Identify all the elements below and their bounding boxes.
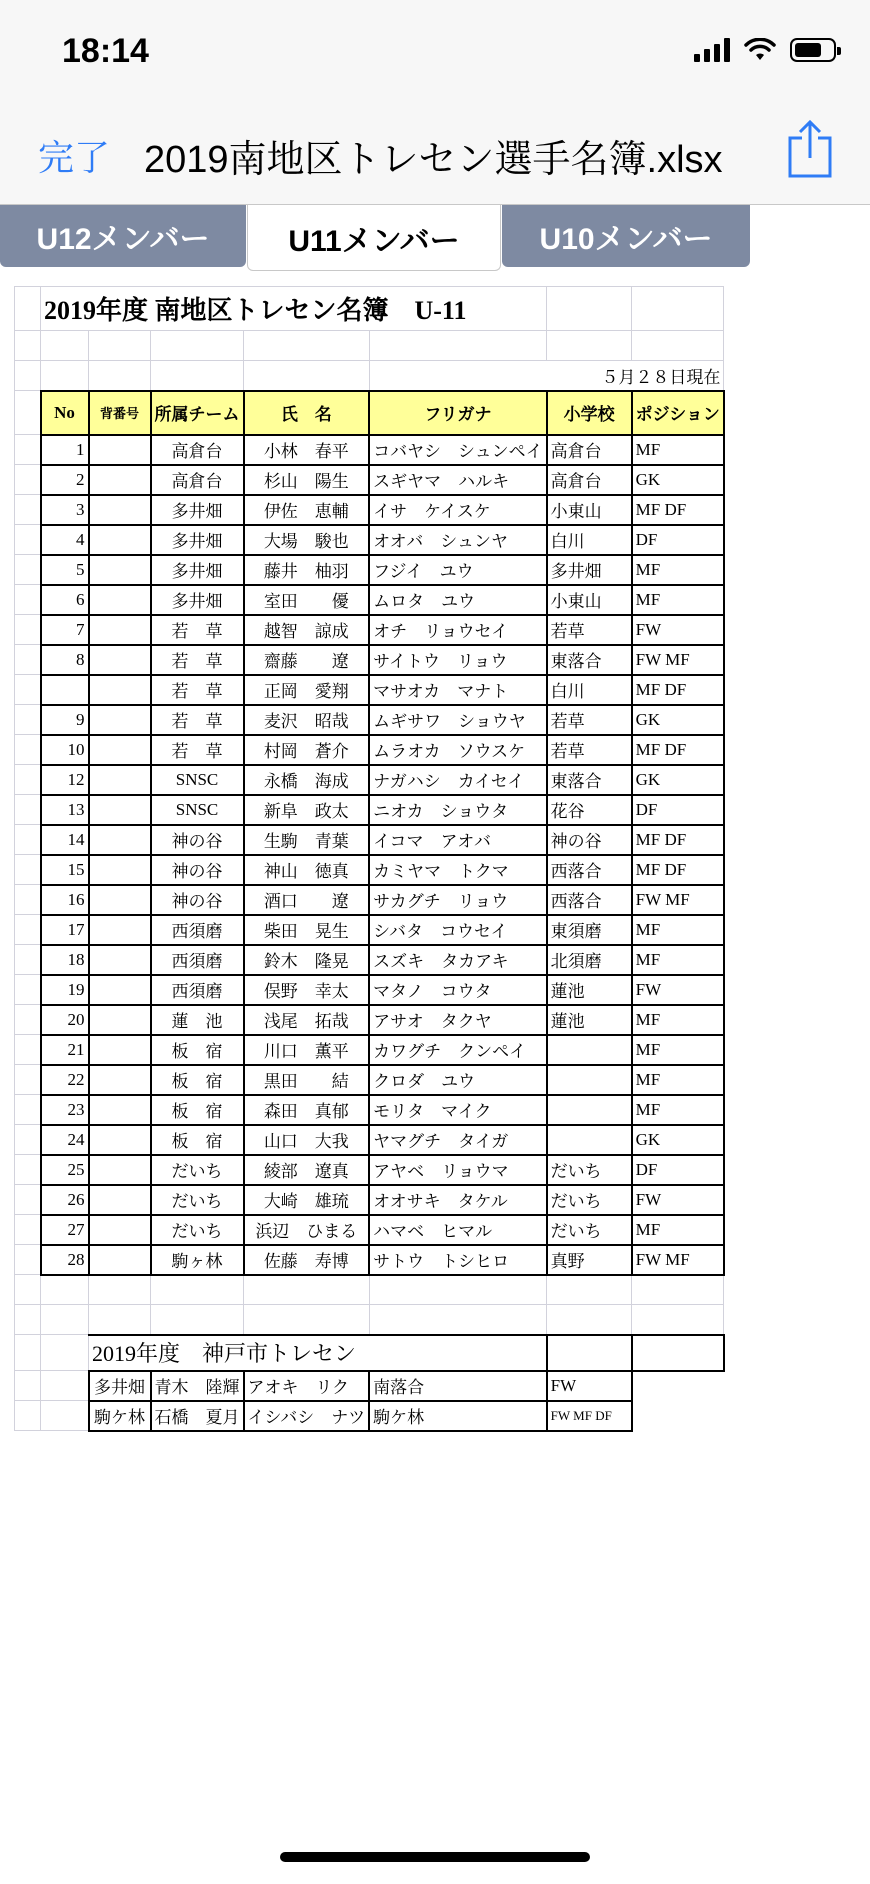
table-cell[interactable]: シバタ コウセイ xyxy=(369,915,547,945)
table-cell[interactable]: 駒ヶ林 xyxy=(151,1245,244,1275)
table-cell[interactable] xyxy=(89,1215,151,1245)
header-name[interactable]: 氏 名 xyxy=(244,391,370,435)
table-cell[interactable]: FW MF DF xyxy=(547,1401,632,1431)
empty-row xyxy=(15,1275,724,1305)
table-cell[interactable]: MF DF xyxy=(632,735,724,765)
table-cell[interactable]: アヤベ リョウマ xyxy=(369,1155,547,1185)
table-cell[interactable] xyxy=(89,1005,151,1035)
table-cell[interactable]: MF xyxy=(632,555,724,585)
table-cell[interactable]: 高倉台 xyxy=(547,435,632,465)
table-cell[interactable]: 8 xyxy=(41,645,89,675)
table-cell[interactable]: SNSC xyxy=(151,795,244,825)
table-cell[interactable] xyxy=(89,825,151,855)
table-cell[interactable]: 16 xyxy=(41,885,89,915)
table-cell[interactable]: 12 xyxy=(41,765,89,795)
table-row xyxy=(15,1005,724,1035)
table-cell[interactable]: だいち xyxy=(547,1155,632,1185)
table-cell[interactable]: 高倉台 xyxy=(547,465,632,495)
cellular-signal-icon xyxy=(694,38,730,62)
table-cell[interactable]: FW MF xyxy=(632,885,724,915)
table-cell[interactable]: 若草 xyxy=(547,735,632,765)
table-cell[interactable] xyxy=(89,465,151,495)
table-cell[interactable]: 小東山 xyxy=(547,495,632,525)
table-cell[interactable] xyxy=(547,1065,632,1095)
table-row xyxy=(15,525,724,555)
table-cell[interactable] xyxy=(89,705,151,735)
table-cell[interactable]: 綾部 遼真 xyxy=(244,1155,370,1185)
table-cell[interactable]: 南落合 xyxy=(369,1371,547,1401)
table-cell[interactable]: 西須磨 xyxy=(151,975,244,1005)
table-cell[interactable]: 蓮池 xyxy=(547,975,632,1005)
table-cell[interactable] xyxy=(89,975,151,1005)
table-cell[interactable] xyxy=(89,765,151,795)
table-cell[interactable]: 板 宿 xyxy=(151,1125,244,1155)
table-cell[interactable]: 若 草 xyxy=(151,735,244,765)
table-cell[interactable]: 西須磨 xyxy=(151,915,244,945)
table-cell[interactable]: ムギサワ ショウヤ xyxy=(369,705,547,735)
table-cell[interactable]: イシバシ ナツ xyxy=(244,1401,370,1431)
table-row xyxy=(15,1245,724,1275)
table-cell[interactable]: クロダ ユウ xyxy=(369,1065,547,1095)
table-cell[interactable]: ムラオカ ソウスケ xyxy=(369,735,547,765)
table-cell[interactable]: 28 xyxy=(41,1245,89,1275)
status-icons xyxy=(694,38,836,62)
table-cell[interactable] xyxy=(89,495,151,525)
table-cell[interactable]: 23 xyxy=(41,1095,89,1125)
spreadsheet-grid xyxy=(14,286,725,1432)
header-school[interactable]: 小学校 xyxy=(547,391,632,435)
table-cell[interactable] xyxy=(89,855,151,885)
table-cell[interactable]: MF xyxy=(632,945,724,975)
table-cell[interactable]: 佐藤 寿博 xyxy=(244,1245,370,1275)
table-cell[interactable]: DF xyxy=(632,1155,724,1185)
table-cell[interactable]: 西須磨 xyxy=(151,945,244,975)
table-cell[interactable]: 杉山 陽生 xyxy=(244,465,370,495)
table-cell[interactable]: 板 宿 xyxy=(151,1095,244,1125)
table-cell[interactable]: 東落合 xyxy=(547,765,632,795)
table-cell[interactable] xyxy=(89,735,151,765)
sheet-tabs xyxy=(0,205,870,270)
table-cell[interactable] xyxy=(41,675,89,705)
table-cell[interactable]: 蓮 池 xyxy=(151,1005,244,1035)
table-cell[interactable]: 浜辺 ひまる xyxy=(244,1215,370,1245)
status-time: 18:14 xyxy=(62,32,149,70)
table-cell[interactable]: 多井畑 xyxy=(151,585,244,615)
table-cell[interactable] xyxy=(89,1035,151,1065)
table-cell[interactable]: 若 草 xyxy=(151,675,244,705)
table-cell[interactable]: 正岡 愛翔 xyxy=(244,675,370,705)
table-cell[interactable]: MF xyxy=(632,1035,724,1065)
table-cell[interactable]: 川口 薫平 xyxy=(244,1035,370,1065)
table-row xyxy=(15,825,724,855)
table-row xyxy=(15,915,724,945)
table-cell[interactable]: イコマ アオバ xyxy=(369,825,547,855)
table-cell[interactable]: GK xyxy=(632,705,724,735)
table-cell[interactable]: GK xyxy=(632,765,724,795)
table-row xyxy=(15,795,724,825)
table-cell[interactable]: 白川 xyxy=(547,525,632,555)
table-cell[interactable]: MF xyxy=(632,915,724,945)
table-cell[interactable]: 青木 陸輝 xyxy=(151,1371,244,1401)
table-cell[interactable]: ハマベ ヒマル xyxy=(369,1215,547,1245)
table-cell[interactable]: 多井畑 xyxy=(89,1371,151,1401)
table-cell[interactable]: 7 xyxy=(41,615,89,645)
table-cell[interactable]: マタノ コウタ xyxy=(369,975,547,1005)
table-cell[interactable]: FW xyxy=(547,1371,632,1401)
table-cell[interactable] xyxy=(89,1125,151,1155)
table-cell[interactable] xyxy=(89,945,151,975)
table-cell[interactable]: スギヤマ ハルキ xyxy=(369,465,547,495)
table-cell[interactable] xyxy=(547,1125,632,1155)
table-cell[interactable]: だいち xyxy=(547,1215,632,1245)
table-cell[interactable]: マサオカ マナト xyxy=(369,675,547,705)
table-cell[interactable]: 俣野 幸太 xyxy=(244,975,370,1005)
table-cell[interactable]: フジイ ユウ xyxy=(369,555,547,585)
table-cell[interactable]: 若草 xyxy=(547,615,632,645)
table-cell[interactable]: 藤井 柚羽 xyxy=(244,555,370,585)
table-row xyxy=(15,735,724,765)
table-cell[interactable]: 東須磨 xyxy=(547,915,632,945)
table-cell[interactable] xyxy=(89,435,151,465)
table-cell[interactable]: 村岡 蒼介 xyxy=(244,735,370,765)
table-cell[interactable]: MF xyxy=(632,585,724,615)
table-cell[interactable]: カミヤマ トクマ xyxy=(369,855,547,885)
table-cell[interactable]: 森田 真郁 xyxy=(244,1095,370,1125)
table-cell[interactable]: 石橋 夏月 xyxy=(151,1401,244,1431)
table-cell[interactable]: 黒田 結 xyxy=(244,1065,370,1095)
table-cell[interactable]: ニオカ ショウタ xyxy=(369,795,547,825)
table-cell[interactable]: 小東山 xyxy=(547,585,632,615)
table-row xyxy=(15,1035,724,1065)
table-cell[interactable]: 小林 春平 xyxy=(244,435,370,465)
table-cell[interactable]: 15 xyxy=(41,855,89,885)
table-row xyxy=(15,885,724,915)
tab-u12[interactable]: U12メンバー xyxy=(0,205,246,267)
table-cell[interactable]: 神の谷 xyxy=(547,825,632,855)
title-row xyxy=(15,287,724,331)
tab-u11[interactable]: U11メンバー xyxy=(247,205,501,271)
table-cell[interactable]: 室田 優 xyxy=(244,585,370,615)
table-cell[interactable]: だいち xyxy=(151,1155,244,1185)
table-cell[interactable]: FW MF xyxy=(632,1245,724,1275)
table-cell[interactable]: モリタ マイク xyxy=(369,1095,547,1125)
kobe-title[interactable]: 2019年度 神戸市トレセン xyxy=(89,1335,547,1371)
table-row xyxy=(15,1095,724,1125)
table-cell[interactable]: 2 xyxy=(41,465,89,495)
table-cell[interactable]: 19 xyxy=(41,975,89,1005)
table-cell[interactable]: GK xyxy=(632,1125,724,1155)
kobe-title-row xyxy=(15,1335,724,1371)
table-cell[interactable]: 若 草 xyxy=(151,645,244,675)
table-row xyxy=(15,1065,724,1095)
table-cell[interactable]: カワグチ クンペイ xyxy=(369,1035,547,1065)
date-row xyxy=(15,361,724,391)
table-cell[interactable]: 北須磨 xyxy=(547,945,632,975)
table-cell[interactable]: オオバ シュンヤ xyxy=(369,525,547,555)
table-cell[interactable]: 26 xyxy=(41,1185,89,1215)
wifi-icon xyxy=(744,38,776,62)
table-cell[interactable]: オオサキ タケル xyxy=(369,1185,547,1215)
header-jersey[interactable]: 背番号 xyxy=(89,391,151,435)
header-row xyxy=(15,391,724,435)
table-cell[interactable]: 大場 駿也 xyxy=(244,525,370,555)
table-cell[interactable]: だいち xyxy=(151,1215,244,1245)
table-cell[interactable]: スズキ タカアキ xyxy=(369,945,547,975)
table-cell[interactable]: 麦沢 昭哉 xyxy=(244,705,370,735)
table-cell[interactable]: 蓮池 xyxy=(547,1005,632,1035)
table-cell[interactable]: アオキ リク xyxy=(244,1371,370,1401)
table-cell[interactable]: 永橋 海成 xyxy=(244,765,370,795)
table-cell[interactable]: 1 xyxy=(41,435,89,465)
table-cell[interactable]: MF xyxy=(632,1215,724,1245)
table-cell[interactable] xyxy=(89,1155,151,1185)
table-cell[interactable]: GK xyxy=(632,465,724,495)
table-cell[interactable]: 神の谷 xyxy=(151,885,244,915)
table-cell[interactable]: 東落合 xyxy=(547,645,632,675)
table-cell[interactable]: 大崎 雄琉 xyxy=(244,1185,370,1215)
table-cell[interactable]: 20 xyxy=(41,1005,89,1035)
table-cell[interactable] xyxy=(89,885,151,915)
table-row xyxy=(15,975,724,1005)
table-row xyxy=(15,705,724,735)
table-cell[interactable]: サカグチ リョウ xyxy=(369,885,547,915)
table-cell[interactable]: 18 xyxy=(41,945,89,975)
done-button[interactable]: 完了 xyxy=(38,137,111,178)
table-cell[interactable]: 神山 徳真 xyxy=(244,855,370,885)
table-cell[interactable]: MF DF xyxy=(632,675,724,705)
empty-row xyxy=(15,1305,724,1335)
table-row xyxy=(15,1185,724,1215)
table-cell[interactable]: 25 xyxy=(41,1155,89,1185)
table-cell[interactable] xyxy=(89,1065,151,1095)
table-cell[interactable]: 21 xyxy=(41,1035,89,1065)
table-cell[interactable] xyxy=(89,555,151,585)
table-cell[interactable]: MF xyxy=(632,1005,724,1035)
table-cell[interactable]: 多井畑 xyxy=(547,555,632,585)
table-cell[interactable]: イサ ケイスケ xyxy=(369,495,547,525)
table-cell[interactable]: 西落合 xyxy=(547,855,632,885)
nav-bar xyxy=(0,96,870,205)
table-cell[interactable]: 白川 xyxy=(547,675,632,705)
table-cell[interactable]: 花谷 xyxy=(547,795,632,825)
table-cell[interactable]: 越智 諒成 xyxy=(244,615,370,645)
table-cell[interactable]: 27 xyxy=(41,1215,89,1245)
header-team[interactable]: 所属チーム xyxy=(151,391,244,435)
table-cell[interactable]: 駒ケ林 xyxy=(369,1401,547,1431)
table-cell[interactable] xyxy=(89,615,151,645)
table-row xyxy=(15,855,724,885)
table-cell[interactable]: 板 宿 xyxy=(151,1035,244,1065)
table-cell[interactable]: 3 xyxy=(41,495,89,525)
table-row xyxy=(15,465,724,495)
status-bar xyxy=(0,0,870,96)
kobe-row xyxy=(15,1401,724,1431)
table-cell[interactable]: 14 xyxy=(41,825,89,855)
header-no[interactable]: No xyxy=(41,391,89,435)
kobe-row xyxy=(15,1371,724,1401)
table-cell[interactable]: アサオ タクヤ xyxy=(369,1005,547,1035)
table-row xyxy=(15,645,724,675)
table-cell[interactable]: 酒口 遼 xyxy=(244,885,370,915)
table-cell[interactable] xyxy=(89,675,151,705)
table-cell[interactable]: 6 xyxy=(41,585,89,615)
table-cell[interactable] xyxy=(89,525,151,555)
home-indicator[interactable] xyxy=(280,1852,590,1862)
table-row xyxy=(15,1155,724,1185)
header-furigana[interactable]: フリガナ xyxy=(369,391,547,435)
table-cell[interactable]: 若 草 xyxy=(151,615,244,645)
table-cell[interactable] xyxy=(89,1245,151,1275)
table-cell[interactable]: 山口 大我 xyxy=(244,1125,370,1155)
table-cell[interactable]: 西落合 xyxy=(547,885,632,915)
table-cell[interactable]: 鈴木 隆晃 xyxy=(244,945,370,975)
table-cell[interactable] xyxy=(547,1095,632,1125)
table-cell[interactable]: FW xyxy=(632,1185,724,1215)
empty-row xyxy=(15,331,724,361)
table-cell[interactable]: 若 草 xyxy=(151,705,244,735)
table-cell[interactable]: MF xyxy=(632,1065,724,1095)
tab-u10[interactable]: U10メンバー xyxy=(502,205,750,267)
table-cell[interactable]: 生駒 青葉 xyxy=(244,825,370,855)
table-cell[interactable]: MF DF xyxy=(632,495,724,525)
table-cell[interactable]: 17 xyxy=(41,915,89,945)
table-cell[interactable]: 伊佐 恵輔 xyxy=(244,495,370,525)
table-cell[interactable]: 10 xyxy=(41,735,89,765)
table-cell[interactable]: ナガハシ カイセイ xyxy=(369,765,547,795)
table-cell[interactable]: 高倉台 xyxy=(151,465,244,495)
table-cell[interactable]: 多井畑 xyxy=(151,555,244,585)
table-cell[interactable]: FW xyxy=(632,615,724,645)
table-cell[interactable]: FW MF xyxy=(632,645,724,675)
table-cell[interactable]: DF xyxy=(632,525,724,555)
table-row xyxy=(15,675,724,705)
table-cell[interactable]: MF xyxy=(632,1095,724,1125)
table-cell[interactable]: 齋藤 遼 xyxy=(244,645,370,675)
table-cell[interactable]: 22 xyxy=(41,1065,89,1095)
table-cell[interactable]: FW xyxy=(632,975,724,1005)
table-cell[interactable] xyxy=(547,1035,632,1065)
table-cell[interactable]: コバヤシ シュンペイ xyxy=(369,435,547,465)
table-cell[interactable] xyxy=(89,1095,151,1125)
table-row xyxy=(15,615,724,645)
table-cell[interactable]: DF xyxy=(632,795,724,825)
table-cell[interactable]: 駒ケ林 xyxy=(89,1401,151,1431)
table-cell[interactable]: SNSC xyxy=(151,765,244,795)
table-cell[interactable]: ヤマグチ タイガ xyxy=(369,1125,547,1155)
table-cell[interactable]: サイトウ リョウ xyxy=(369,645,547,675)
table-cell[interactable] xyxy=(89,645,151,675)
table-cell[interactable]: 24 xyxy=(41,1125,89,1155)
table-cell[interactable]: 真野 xyxy=(547,1245,632,1275)
table-cell[interactable]: 5 xyxy=(41,555,89,585)
table-cell[interactable]: 神の谷 xyxy=(151,855,244,885)
table-cell[interactable]: ムロタ ユウ xyxy=(369,585,547,615)
spreadsheet[interactable] xyxy=(14,286,725,1432)
battery-icon xyxy=(790,38,836,62)
table-cell[interactable]: MF xyxy=(632,435,724,465)
table-cell[interactable]: 板 宿 xyxy=(151,1065,244,1095)
table-cell[interactable]: サトウ トシヒロ xyxy=(369,1245,547,1275)
document-title: 2019南地区トレセン選手名簿.xlsx xyxy=(144,139,723,181)
sheet-title[interactable]: 2019年度 南地区トレセン名簿 U-11 xyxy=(41,287,547,331)
table-cell[interactable]: 13 xyxy=(41,795,89,825)
table-cell[interactable] xyxy=(89,795,151,825)
table-row xyxy=(15,945,724,975)
table-row xyxy=(15,1125,724,1155)
table-cell[interactable] xyxy=(89,1185,151,1215)
table-cell[interactable]: だいち xyxy=(151,1185,244,1215)
table-cell[interactable] xyxy=(89,585,151,615)
table-cell[interactable]: MF DF xyxy=(632,855,724,885)
header-position[interactable]: ポジション xyxy=(632,391,724,435)
table-cell[interactable]: 若草 xyxy=(547,705,632,735)
table-cell[interactable]: 神の谷 xyxy=(151,825,244,855)
table-cell[interactable]: MF DF xyxy=(632,825,724,855)
table-row xyxy=(15,495,724,525)
table-cell[interactable]: だいち xyxy=(547,1185,632,1215)
table-cell[interactable]: 新阜 政太 xyxy=(244,795,370,825)
table-cell[interactable]: 高倉台 xyxy=(151,435,244,465)
table-cell[interactable]: 柴田 晃生 xyxy=(244,915,370,945)
table-cell[interactable]: 多井畑 xyxy=(151,495,244,525)
table-row xyxy=(15,555,724,585)
table-cell[interactable]: 9 xyxy=(41,705,89,735)
table-cell[interactable]: 多井畑 xyxy=(151,525,244,555)
table-row xyxy=(15,765,724,795)
table-cell[interactable]: オチ リョウセイ xyxy=(369,615,547,645)
table-cell[interactable]: 浅尾 拓哉 xyxy=(244,1005,370,1035)
table-row xyxy=(15,435,724,465)
table-cell[interactable] xyxy=(89,915,151,945)
share-icon[interactable] xyxy=(786,118,834,180)
table-row xyxy=(15,585,724,615)
table-row xyxy=(15,1215,724,1245)
table-cell[interactable]: 4 xyxy=(41,525,89,555)
date-note[interactable]: ５月２８日現在 xyxy=(369,361,724,391)
